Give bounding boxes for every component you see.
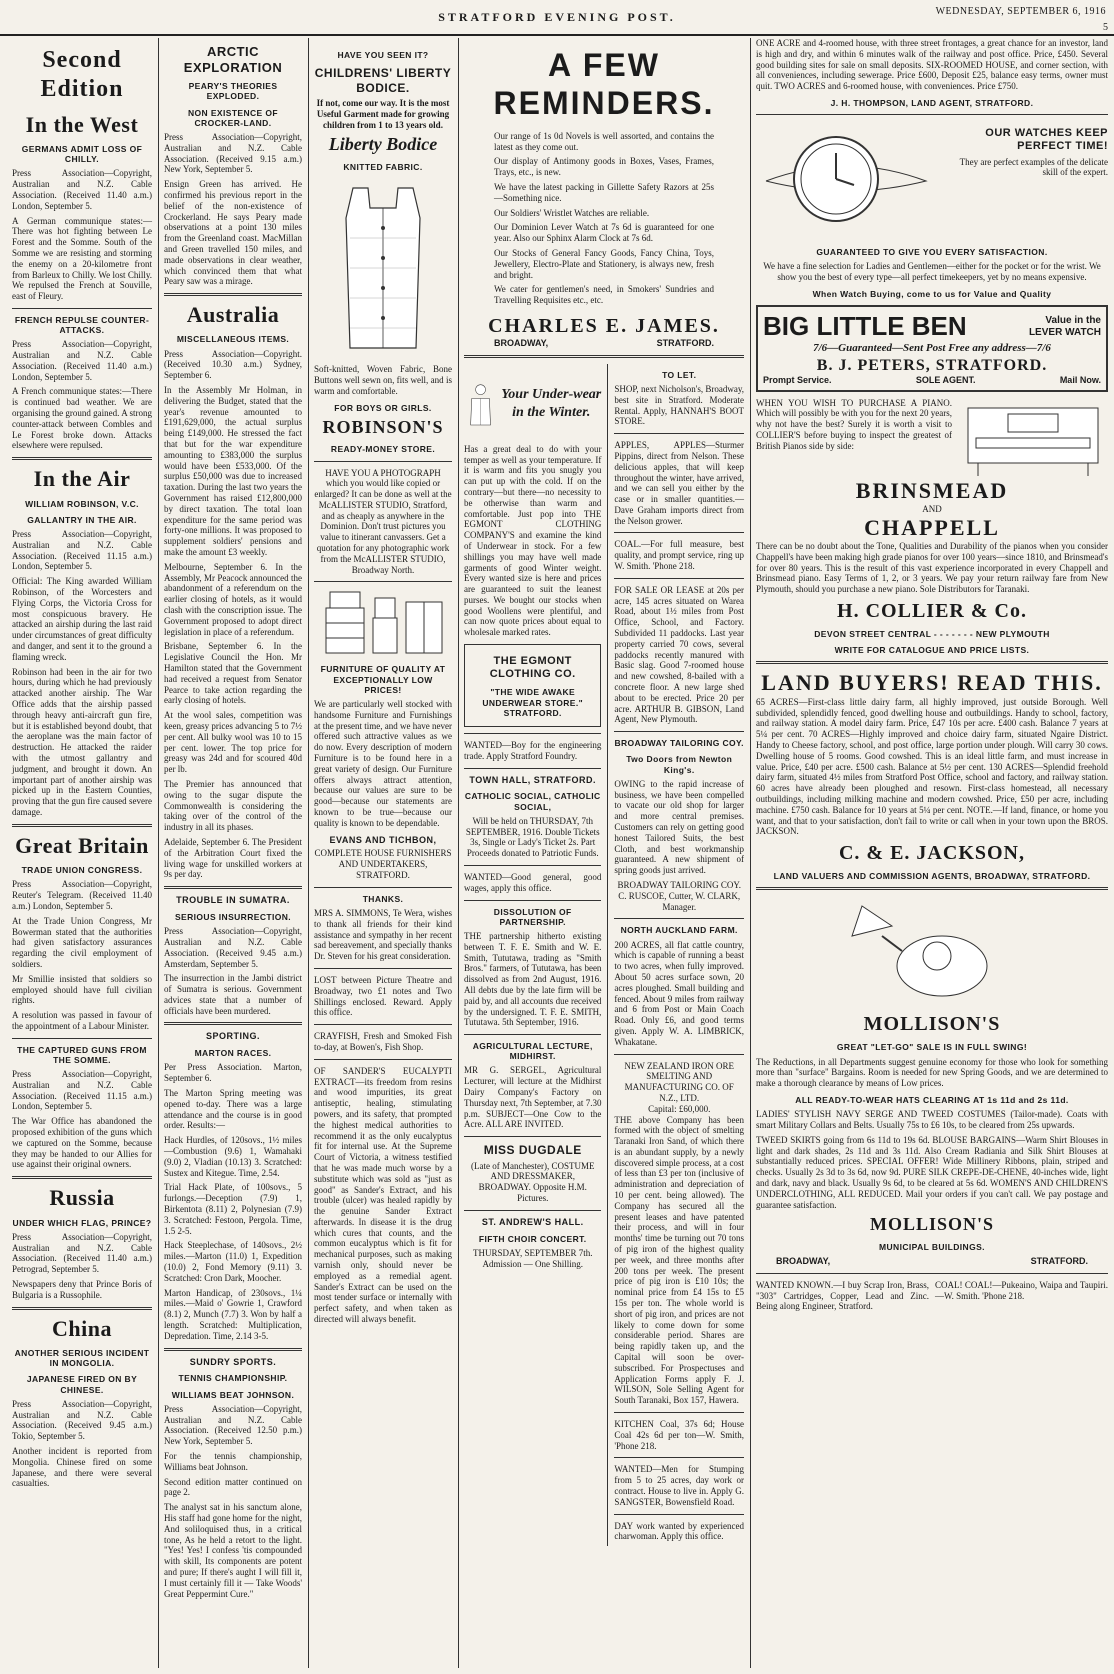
west-paragraph: A French communique states:—There is continued bad weather. We are organising the ground gained. A strong counter-attack between Combles and Le Forest broke down. Attacks elsewhere were repulsed. xyxy=(12,386,152,451)
sumatra-paragraph: Press Association—Copyright, Australian and N.Z. Cable Association. (Received 9.45 a.m.) Amsterdam, September 5. xyxy=(164,926,302,969)
iron-capital: Capital: £60,000. xyxy=(648,1103,711,1114)
divider xyxy=(464,865,601,866)
masthead xyxy=(0,0,1114,36)
sundry-headline-1: TENNIS CHAMPIONSHIP. xyxy=(178,1373,288,1384)
big-ben-box xyxy=(756,305,1108,391)
china-paragraph: Another incident is reported from Mongolia. Chinese fired on some Japanese, and there were several casualties. xyxy=(12,1445,152,1489)
column-news-2 xyxy=(158,38,308,1668)
underwear-paragraph: Has a great deal to do with your temper as well as your temperature. If it is warm and fits you snugly you can put up with the cold. If on the contrary—but there—no necessity to be otherwise than warm and comfortable. Just pop into THE EGMONT CLOTHING COMPANY'S and examine the kind of Underwear in stock. For a few shillings you may have well made garments of good Winter weight. Every wanted size is here and prices are guaranteed to suit the leanest purses. We bought our stocks when good Woollens were plentiful, and can now quote prices about equal to wholesale marked rates. xyxy=(464,443,602,638)
australia-paragraph: Brisbane, September 6. In the Legislative Council the Hon. Mr Hamilton stated that the Government had received a request from Senator Pearce to take action regarding the early closing of hotels. xyxy=(164,641,302,706)
robinson-sub: READY-MONEY STORE. xyxy=(330,444,436,455)
australia-paragraph: Melbourne, September 6. In the Assembly, Mr Peacock announced the abandonment of a referendum on the earlier closing of hotels, as it would clash with the conscription issue. The Government proposed to adopt direct legislation in place of a referendum. xyxy=(164,561,302,637)
reminder-item: We have the latest packing in Gillette Safety Razors at 25s —Something nice. xyxy=(494,181,714,203)
thanks-paragraph: MRS A. SIMMONS, Te Wera, wishes to thank all friends for their kind assistance and sympathy in her recent sad bereavement, and specially thanks Dr. Steven for his great consideration. xyxy=(314,907,452,962)
arctic-paragraph: Press Association—Copyright, Australian and N.Z. Cable Association. (Received 9.15 a.m.) New York, September 5. xyxy=(164,131,302,175)
mollison-left: BROADWAY, xyxy=(776,1256,831,1267)
watches-paragraph: They are perfect examples of the delicate skill of the expert. xyxy=(959,156,1108,178)
wanted-general-ad: WANTED—Good general, good wages, apply this office. xyxy=(464,871,602,893)
town-hall: TOWN HALL, STRATFORD. xyxy=(469,774,597,785)
sundry-paragraph: The analyst sat in his sanctum alone, His staff had gone home for the night, And soliloquised thus, in a critical tone, As he held a retort to the light. "Yes! Yes! I confess 'tis compounded with skill, Its components are potent and pure; If there's aught I will fill it, I must certainly fill it — Take Woods' Great Peppermint Cure." xyxy=(164,1502,302,1599)
china-title: China xyxy=(52,1315,112,1341)
australia-headline: MISCELLANEOUS ITEMS. xyxy=(176,334,290,345)
st-andrews: ST. ANDREW'S HALL. xyxy=(481,1216,584,1227)
day-work-ad: DAY work wanted by experienced charwoman. Apply this office. xyxy=(614,1520,744,1542)
west-paragraph: Press Association—Copyright, Australian and N.Z. Cable Association. (Received 11.40 a.m.) London, September 5. xyxy=(12,168,152,211)
piano-paragraph-2: There can be no doubt about the Tone, Qualities and Durability of the pianos when you consider Chappell's have been making high grade pianos for over 100 years—since 1810, and Brinsmead's for over 80 years. This is the result of this vast experience incorporated in every Chappell and Brinsmead piano. Easy Terms of 1, 2, or 3 years. We pay your return railway fare from New Plymouth, should you purchase a new piano. Sole Distributors for Taranaki. xyxy=(756,541,1108,595)
collier-sub-2: WRITE FOR CATALOGUE AND PRICE LISTS. xyxy=(834,645,1030,656)
arctic-title: ARCTIC EXPLORATION xyxy=(183,44,283,75)
divider xyxy=(756,1273,1108,1274)
wanted-men-ad: WANTED—Men for Stumping from 5 to 25 acres, day work or contract. House to live in. Apply G. SANGSTER, Bowensfield Road. xyxy=(614,1464,744,1507)
james-left: BROADWAY, xyxy=(494,337,549,348)
australia-paragraph: In the Assembly Mr Holman, in delivering the Budget, stated that the year's revenue amounted to £191,629,000, the actual surplus being £149,000. He stressed the fact that but for the war expenditure amounting to £383,000 the surplus would have been £533,000. Of the surplus £50,000 was due to increased taxation. During the last two years the Government has raised £12,800,000 by direct taxation. The total loan expenditure for the same period was forty-one millions. It was proposed to supplement soldiers' pensions and make the amount £3 weekly. xyxy=(164,385,302,558)
column-ads-2 xyxy=(458,38,750,1668)
apples-ad: APPLES, APPLES—Sturmer Pippins, direct from Nelson. These delicious apples, that will keep throughout the winter, have arrived, and we can sell you either by the case or in smaller quantities.—Dave Graham imports direct from the Nelson grower. xyxy=(614,440,744,526)
west-title: In the West xyxy=(25,111,139,137)
piano-paragraph: WHEN YOU WISH TO PURCHASE A PIANO. Which will possibly be with you for the next 20 years, why not have the best? Surely it is worth a visit to COLLIER'S before buying to inspect the greatest of British Pianos side by side: xyxy=(756,397,952,451)
divider xyxy=(614,578,744,579)
britain-paragraph: A resolution was passed in favour of the appointment of a Labour Minister. xyxy=(12,1010,152,1031)
sporting-paragraph: Hack Hurdles, of 120sovs., 1½ miles —Combustion (9.6) 1, Wamahaki (9.0) 2, Vladian (10.13) 3. Scratched: Sustex and Kitegue. Time, 2.54. xyxy=(164,1135,302,1178)
mollison-right: STRATFORD. xyxy=(1030,1256,1088,1267)
iron-paragraph: THE above Company has been formed with the object of smelting Taranaki Iron Sand, of which there is an abundant supply, by a newly discovered simple process, at a cost of less than £3 per ton (inclusive of administration and depreciation of 10 per cent. being allowed). The Company has secured all the present leases and have patented their process, and will in four months' time be turning out 70 tons of pig iron of the highest quality per week, and three months after 200 tons per week. The present price of pig iron is £10 10s; the nominal price from £4 15s to £5 15s per ton. The whole world is short of pig iron, and prices are not likely to come down for some considerable period. Shares are being rapidly taken up, and the Capital will soon be over-subscribed. For Prospectuses and Application Forms apply F. J. WILSON, Sole Selling Agent for South Taranaki, Box 157, Hawera. xyxy=(614,1114,744,1406)
mollison-name: MOLLISON'S xyxy=(863,1013,1001,1036)
west-paragraph: Press Association—Copyright, Australian and N.Z. Cable Association. (Received 11.40 a.m.) London, September 5. xyxy=(12,339,152,382)
furniture-paragraph: We are particularly well stocked with handsome Furniture and Furnishings at the present time, and we have never offered such attractive values as we do now. Every description of modern Furniture is to be found here in a great variety of design. Our Furniture offers always attract attention, because our values are sure to be good—because our statements are known to be true—because our quality is known to be dependable. xyxy=(314,699,452,828)
bodice-brand: Liberty Bodice xyxy=(328,134,438,155)
sporting-paragraph: Marton Handicap, of 230sovs., 1¼ miles.—Maid o' Gowrie 1, Crawford (8.1) 2, Munch (7.7) 3. Won by half a length. Scratched: Multiplication, Depredation. Time, 2.14 3-5. xyxy=(164,1287,302,1341)
reminder-item: Our range of 1s 0d Novels is well assorted, and contains the latest as they come out. xyxy=(494,130,714,152)
divider xyxy=(314,1059,452,1060)
air-headline-2: GALLANTRY IN THE AIR. xyxy=(27,514,137,525)
issue-date: WEDNESDAY, SEPTEMBER 6, 1916 xyxy=(935,6,1106,17)
divider xyxy=(164,1348,302,1351)
right-subcolumn xyxy=(614,364,744,1546)
divider xyxy=(614,1412,744,1413)
collier-name: H. COLLIER & Co. xyxy=(837,600,1027,623)
air-headline-1: WILLIAM ROBINSON, V.C. xyxy=(25,498,139,509)
watches-tagline: When Watch Buying, come to us for Value and Quality xyxy=(812,288,1052,299)
egmont-sub: "THE WIDE AWAKE UNDERWEAR STORE." STRATFORD. xyxy=(482,687,584,718)
sundry-paragraph: For the tennis championship, Williams beat Johnson. xyxy=(164,1450,302,1472)
divider xyxy=(614,1514,744,1515)
agri-headline: AGRICULTURAL LECTURE, MIDHIRST. xyxy=(472,1041,593,1062)
shop-ad: SHOP, next Nicholson's, Broadway, best site in Stratford. Moderate Rental. Apply, HANNAH'S BOOT STORE. xyxy=(614,383,744,427)
bodice-description: Soft-knitted, Woven Fabric, Bone Buttons well sewn on, fits well, and is warm and comfortable. xyxy=(314,364,452,396)
big-ben-brand: BIG LITTLE BEN xyxy=(763,311,967,342)
tailoring-sub: Two Doors from Newton King's. xyxy=(626,754,733,775)
west-paragraph: A German communique states:—There was hot fighting between Le Forest and the Somme. South of the Somme we are resisting and storming the enemy on a 20-kilometre front from Barleux to Chilly. We lost Chilly. We repulsed the French at Souville, east of Fleury. xyxy=(12,215,152,302)
sporting-headline: MARTON RACES. xyxy=(194,1048,272,1059)
divider xyxy=(614,1054,744,1055)
divider xyxy=(464,355,744,358)
furniture-headline: FURNITURE OF QUALITY AT EXCEPTIONALLY LOW PRICES! xyxy=(320,664,446,695)
lost-ad: LOST between Picture Theatre and Broadway, two £1 notes and Two Shillings enclosed. Reward. Apply this office. xyxy=(314,974,452,1018)
sporting-paragraph: The Marton Spring meeting was opened to-day. There was a large attendance and the course is in good order. Results:— xyxy=(164,1088,302,1131)
crayfish-ad: CRAYFISH, Fresh and Smoked Fish to-day, at Bowen's, Fish Shop. xyxy=(314,1031,452,1052)
mollison-sub: GREAT "LET-GO" SALE IS IN FULL SWING! xyxy=(836,1042,1028,1053)
britain-headline-2: THE CAPTURED GUNS FROM THE SOMME. xyxy=(17,1044,147,1065)
divider xyxy=(756,114,1108,115)
divider xyxy=(314,968,452,969)
britain-paragraph: Mr Smillie insisted that soldiers so employed should have full civilian rights. xyxy=(12,973,152,1006)
agri-paragraph: MR G. SERGEL, Agricultural Lecturer, will lecture at the Midhirst Dairy Company's Factory on Thursday next, 7th September, at 7.30 p.m. SUBJECT—One Cow to the Acre. ALL ARE INVITED. xyxy=(464,1065,602,1130)
farm-paragraph: 200 ACRES, all flat cattle country, which is capable of running a beast to two acres, when fully improved. About 50 acres surface sown, 20 acres ploughed. Small building and fenced. About 9 miles from railway and 6 from Post or Main Coach Road. Only £6, and good terms given. Apply W. A. LIMBRICK, Whakatane. xyxy=(614,939,744,1047)
peters-row xyxy=(763,375,1101,386)
britain-title: Great Britain xyxy=(15,832,149,858)
for-sale-ad: FOR SALE OR LEASE at 20s per acre, 145 acres situated on Warea Road, about 1½ miles from Post Office, School, and Factory. Subdivided 11 paddocks. Last year property carried 70 cows, several paddocks recently manured with Basic slag. Good 7-roomed house and new cowshed, 8-bailed with a concrete floor. A new large shed about to be erected. Price 20 per acre. ARTHUR B. GIBSON, Land Agent, New Plymouth. xyxy=(614,584,744,725)
divider xyxy=(464,1034,601,1035)
china-paragraph: Press Association—Copyright, Australian and N.Z. Cable Association. (Received 9.45 a.m.) Tokio, September 5. xyxy=(12,1398,152,1442)
divider xyxy=(12,308,152,309)
big-ben-sub: 7/6—Guaranteed—Sent Post Free any address—7/6 xyxy=(813,342,1051,355)
bodice-illustration xyxy=(328,178,438,358)
reminder-item: Our Soldiers' Wristlet Watches are reliable. xyxy=(494,207,650,218)
subcolumn-rule xyxy=(607,364,608,1546)
divider xyxy=(614,532,744,533)
mollison-name-2: MOLLISON'S xyxy=(869,1214,995,1235)
air-paragraph: Press Association—Copyright, Australian and N.Z. Cable Association. (Received 11.15 a.m.) London, September 5. xyxy=(12,529,152,572)
divider xyxy=(464,900,601,901)
james-name: CHARLES E. JAMES. xyxy=(488,314,720,337)
divider xyxy=(756,661,1108,664)
reminder-item: We cater for gentlemen's need, in Smokers' Sundries and Travelling Requisites etc., etc. xyxy=(494,284,714,306)
air-paragraph: Official: The King awarded William Robinson, of the Worcesters and Flying Corps, the Victoria Cross for most conspicuous bravery. He attacked an airship during the last raid under circumstances of great difficulty and danger, and sent it to the ground a flaming wreck. xyxy=(12,576,152,662)
britain-paragraph: Press Association—Copyright, Australian and N.Z. Cable Association. (Received 11.15 a.m.) London, September 5. xyxy=(12,1069,152,1112)
evans-sub: COMPLETE HOUSE FURNISHERS AND UNDERTAKERS, STRATFORD. xyxy=(314,848,452,880)
divider xyxy=(314,887,452,888)
divider xyxy=(12,1176,152,1179)
peters-middle: SOLE AGENT. xyxy=(915,374,976,385)
sporting-paragraph: Per Press Association. Marton, September 6. xyxy=(164,1062,302,1084)
bodice-text: If not, come our way. It is the most Useful Garment made for growing children from 1 to 13 years old. xyxy=(316,97,450,130)
mollison-address xyxy=(756,1256,1108,1267)
divider xyxy=(614,731,744,732)
australia-paragraph: Adelaide, September 6. The President of the Arbitration Court fixed the living wage for unskilled workers at 9s per day. xyxy=(164,836,302,880)
brinsmead: BRINSMEAD xyxy=(855,477,1009,503)
britain-headline-1: TRADE UNION CONGRESS. xyxy=(21,865,143,876)
eucalypti-ad: OF SANDER'S EUCALYPTI EXTRACT—its freedom from resins and wood impurities, its great antiseptic, healing, stimulating powers, and its safety, that prompted the highest medical authorities to recommend it as the only eucalyptus fit for internal use. At the Supreme Court of Victoria, a witness testified that he was made much worse by a substitute which was sold as "just as good" as Sander's Extract, and his trouble (ulcer) was healed rapidly by the genuine Sander Extract afterwards. In disease it is the drug which cures that counts, and the common eucalyptus which is fit for mechanical purposes, such as making varnish only, should never be employed as a remedial agent. Sander's Extract can be used on the most tender surface or internally with perfect safety, and when taken as directed will always benefit. xyxy=(314,1065,452,1325)
arctic-headline-2: NON EXISTENCE OF CROCKER-LAND. xyxy=(188,107,278,128)
divider xyxy=(756,887,1108,890)
second-edition-heading: Second Edition xyxy=(40,47,124,102)
coal-ad-2: COAL! COAL!—Pukeaino, Waipa and Taupiri.—W. Smith. 'Phone 218. xyxy=(935,1279,1108,1301)
dugdale-name: MISS DUGDALE xyxy=(483,1143,582,1158)
divider xyxy=(614,918,744,919)
seen-heading: HAVE YOU SEEN IT? xyxy=(337,50,429,60)
land-headline: LAND BUYERS! READ THIS. xyxy=(761,670,1103,696)
dissolution-paragraph: THE partnership hitherto existing between T. F. E. Smith and W. E. Smith, Tututawa, trading as "Smith Bros." farmers, of Tututawa, has been dissolved as from 2nd August, 1916. All debts due by the late firm will be paid by, and all accounts due received by the undersigned. T. F. E. SMITH, Tututawa. 5th September, 1916. xyxy=(464,930,602,1028)
sundry-paragraph: Second edition matter continued on page 2. xyxy=(164,1476,302,1498)
britain-paragraph: At the Trade Union Congress, Mr Bowerman stated that the authorities had given satisfactory assurances regarding the civil employment of soldiers. xyxy=(12,915,152,969)
column-news-1 xyxy=(6,38,158,1668)
evans-tichbon: EVANS AND TICHBON, xyxy=(329,834,437,845)
divider xyxy=(12,1038,152,1039)
divider xyxy=(314,461,452,462)
james-right: STRATFORD. xyxy=(656,337,714,348)
peters-name: B. J. PETERS, STRATFORD. xyxy=(816,356,1048,374)
watches-headline: OUR WATCHES KEEP PERFECT TIME! xyxy=(985,127,1108,153)
divider xyxy=(314,1024,452,1025)
dugdale-sub: (Late of Manchester), COSTUME AND DRESSMAKER, BROADWAY. Opposite H.M. Pictures. xyxy=(470,1160,595,1204)
china-headline-2: JAPANESE FIRED ON BY CHINESE. xyxy=(26,1374,138,1395)
wanted-boy-ad: WANTED—Boy for the engineering trade. Apply Stratford Foundry. xyxy=(464,740,602,761)
man-illustration xyxy=(464,364,497,444)
west-headline-1: GERMANS ADMIT LOSS OF CHILLY. xyxy=(21,143,143,165)
arctic-paragraph: Ensign Green has arrived. He confirmed his previous report in the belief of the non-existence of Crockerland. He says Peary made observations at a point 130 miles from the Greenland coast. MacMillan and Green travelled 150 miles, and made observations in clear weather, which convinced them that what Peary saw was a mirage. xyxy=(164,179,302,287)
sumatra-headline: SERIOUS INSURRECTION. xyxy=(174,911,292,922)
newspaper-title: STRATFORD EVENING POST. xyxy=(438,10,676,24)
mollison-paragraph: The Reductions, in all Departments suggest genuine economy for those who look for something more than "surface" Bargains. Room is needed for new Spring Goods, and we are determined to make a thorough clearance by means of Low prices. xyxy=(756,1056,1108,1089)
bodice-title: CHILDRENS' LIBERTY BODICE. xyxy=(314,66,452,95)
thompson-name: J. H. THOMPSON, LAND AGENT, STRATFORD. xyxy=(830,97,1034,108)
big-ben-side: Value in the LEVER WATCH xyxy=(1028,314,1101,338)
sumatra-paragraph: The insurrection in the Jambi district of Sumatra is serious. Government advices state that a number of officials have been murdered. xyxy=(164,973,302,1016)
robinson-name: ROBINSON'S xyxy=(322,416,444,437)
social-paragraph: Will be held on THURSDAY, 7th SEPTEMBER, 1916. Double Tickets 3s, Single or Lady's Ticket 2s. Part Proceeds donated to Patriotic Funds. xyxy=(465,815,600,859)
tailoring-signature: BROADWAY TAILORING COY. C. RUSCOE, Cutter, W. CLARK, Manager. xyxy=(617,879,741,912)
air-paragraph: Robinson had been in the air for two hours, during which he had previously attacked another airship. The War Office adds that the airship passed through heavy anti-aircraft gun fire, but it is established beyond doubt, that the aeroplane was the main factor of destruction. He attacked the raider with the utmost gallantry and judgment, and brought it down. An important part of another airship was picked up in the Eastern Counties, proving that the gun fire caused severe damage. xyxy=(12,666,152,817)
australia-paragraph: At the wool sales, competition was keen, greasy prices advancing 5 to 7½ per cent. All bulky wool was 10 to 15 per cent. lower. The top price for greasy was 24d and for scoured 40d per lb. xyxy=(164,710,302,775)
divider xyxy=(614,1457,744,1458)
russia-paragraph: Newspapers deny that Prince Boris of Bulgaria is a Russophile. xyxy=(12,1279,152,1300)
air-title: In the Air xyxy=(33,466,131,492)
underwear-title: Your Under-wear in the Winter. xyxy=(501,386,602,420)
sporting-paragraph: Trial Hack Plate, of 100sovs., 5 furlongs.—Deception (7.9) 1, Birkentota (8.11) 2, Polynesian (7.9) 3. Scratched: Festoon, Pergola. Time, 1.5 2-5. xyxy=(164,1182,302,1236)
fifth-paragraph: THURSDAY, SEPTEMBER 7th. Admission — One Shilling. xyxy=(472,1247,593,1269)
thanks-heading: THANKS. xyxy=(362,893,404,904)
divider xyxy=(464,733,601,734)
russia-title: Russia xyxy=(49,1185,115,1211)
iron-headline: NEW ZEALAND IRON ORE SMELTING AND MANUFACTURING CO. OF N.Z., LTD. xyxy=(624,1060,734,1103)
russia-paragraph: Press Association—Copyright, Australian and N.Z. Cable Association. (Received 11.40 a.m.) Petrograd, September 5. xyxy=(12,1231,152,1275)
column-ads-3 xyxy=(750,38,1114,1668)
west-headline-2: FRENCH REPULSE COUNTER-ATTACKS. xyxy=(14,314,150,336)
divider xyxy=(12,1307,152,1310)
china-headline-1: ANOTHER SERIOUS INCIDENT IN MONGOLIA. xyxy=(14,1347,150,1369)
james-address xyxy=(464,338,744,349)
divider xyxy=(12,824,152,827)
kitchen-coal-ad: KITCHEN Coal, 37s 6d; House Coal 42s 6d per ton—W. Smith, 'Phone 218. xyxy=(614,1419,744,1451)
britain-paragraph: The War Office has abandoned the proposed exhibition of the guns which we captured on the Somme, because they may be handed to our Allies for use against their original owners. xyxy=(12,1116,152,1170)
britain-paragraph: Press Association—Copyright, Reuter's Telegram. (Received 11.40 a.m.) London, September 5. xyxy=(12,879,152,911)
divider xyxy=(614,433,744,434)
sundry-headline-2: WILLIAMS BEAT JOHNSON. xyxy=(171,1389,295,1400)
piano-illustration xyxy=(958,398,1108,478)
tweed-paragraph: TWEED SKIRTS going from 6s 11d to 19s 6d. BLOUSE BARGAINS—Warm Shirt Blouses in light and dark shades, 2s 11d and 3s 11d. Also Cream Radiania and Silk Shirt Blouses at substantially reduced prices. SPECIAL OFFER! Wide Millinery Ribbons, plain, striped and checks. Usually 2s 3d to 3s 6d, now 9d. PURE SILK CREPE-DE-CHENE, 40-inches wide, light and dark, navy and black. Usually 9s 6d, to be cleared at 5s 6d. WOMEN'S AND CHILDREN'S UNDERCLOTHING, ALL REDUCED. Mail your orders if you can't call. We pay postage and guarantee satisfaction. xyxy=(756,1134,1108,1210)
furniture-illustration xyxy=(318,588,448,658)
sundry-title: SUNDRY SPORTS. xyxy=(189,1356,277,1367)
divider xyxy=(314,581,452,582)
ladies-paragraph: LADIES' STYLISH NAVY SERGE AND TWEED COSTUMES (Tailor-made). Coats with smart Military Collars and Belts. Usually 75s to £6 10s, to be cleared from 25s upwards. xyxy=(756,1109,1108,1130)
and-text: AND xyxy=(922,503,942,514)
guarantee: GUARANTEED TO GIVE YOU EVERY SATISFACTION. xyxy=(816,247,1048,258)
divider xyxy=(464,768,601,769)
fifth-concert: FIFTH CHOIR CONCERT. xyxy=(478,1233,587,1244)
peters-right: Mail Now. xyxy=(1059,374,1101,385)
russia-headline: UNDER WHICH FLAG, PRINCE? xyxy=(12,1217,152,1228)
hats-headline: ALL READY-TO-WEAR HATS CLEARING AT 1s 11d and 2s 11d. xyxy=(795,1094,1069,1105)
egmont-box xyxy=(464,644,601,727)
australia-paragraph: Press Association—Copyright. (Received 10.30 a.m.) Sydney, September 6. xyxy=(164,348,302,381)
watch-illustration xyxy=(756,121,936,241)
tailoring-headline: BROADWAY TAILORING COY. xyxy=(614,738,744,749)
wanted-known-ad: WANTED KNOWN.—I buy Scrap Iron, Brass, "303" Cartridges, Copper, Lead and Zinc. Being along Engineer, Stratford. xyxy=(756,1279,929,1312)
sporting-title: SPORTING. xyxy=(205,1031,260,1042)
thompson-paragraph: ONE ACRE and 4-roomed house, with three street frontages, a great chance for an investor, land is high and dry, and within 6 minutes walk of the railway and post office. Price, £450. Several good building sites for sale on small deposits. SIX-ROOMED HOUSE, and corner section, with all conveniences, including sewerage. Price £600, Deposit £25, balance easy terms, owner must quit. TWO ACRES and 6-roomed house, with conveniences. Price £750. xyxy=(756,38,1108,92)
collier-sub: DEVON STREET CENTRAL - - - - - - - NEW PLYMOUTH xyxy=(814,629,1050,640)
photo-ad: HAVE YOU A PHOTOGRAPH which you would like copied or enlarged? It can be done as well at the McALLISTER STUDIO, Stratford, and as cheaply as anywhere in the Dominion. Don't trust pictures you value to itinerant canvassers. Get a quotation for any photographic work from the McALLISTER STUDIO, Broadway North. xyxy=(314,467,452,575)
sporting-paragraph: Hack Steeplechase, of 140sovs., 2½ miles.—Marton (11.0) 1, Expedition (10.0) 2, Fond Memory (9.11) 3. Scratched: Cron Dark, Moocher. xyxy=(164,1240,302,1283)
jackson-name: C. & E. JACKSON, xyxy=(838,842,1025,865)
divider xyxy=(164,886,302,889)
to-let: TO LET. xyxy=(662,369,697,380)
page-number: 5 xyxy=(1103,22,1108,33)
dissolution-headline: DISSOLUTION OF PARTNERSHIP. xyxy=(493,906,572,927)
farm-headline: NORTH AUCKLAND FARM. xyxy=(620,925,738,936)
mollison-illustration xyxy=(822,896,1042,1006)
chappell: CHAPPELL xyxy=(864,514,1000,540)
reminder-item: Our Dominion Lever Watch at 7s 6d is guaranteed for one year. Also our Sphinx Alarm Clock at 7s 6d. xyxy=(494,222,714,244)
sumatra-title: TROUBLE IN SUMATRA. xyxy=(176,895,290,906)
sundry-paragraph: Press Association—Copyright, Australian and N.Z. Cable Association. (Received 12.50 p.m.) New York, September 5. xyxy=(164,1403,302,1447)
australia-title: Australia xyxy=(186,302,280,328)
land-paragraph: 65 ACRES—First-class little dairy farm, all highly improved, just outside Borough. Well subdivided, splendidly fenced, good dwelling house and outbuildings. Handy to school, factory, and railway station. A model dairy farm. Price, £47 10s per acre. £400 cash. Balance 7 years at 5¼ per cent. 70 ACRES—Highly improved and choice dairy farm, situated Ngaire District. Handy to Cheese factory, school, and post office, large portion under plough. Will carry 30 cows. Dwelling house of 5 rooms. Good cowshed. This is an ideal little farm, and must increase in value. Price, £40 per acre. £500 cash. Balance at 5½ per cent. 130 ACRES—Splendid freehold dairy farm, situated 4½ miles from Stratford Post Office, school and factory, and railway station. 60 acres have already been ploughed and resown. First-class homestead, all necessary outbuildings, including milking machine and modern cowshed. Price, £50 per acre, including machine. £750 cash. Balance for 10 years at 5¼ per cent. NOTE.—If land, finance, or home you want, and that to your satisfaction, don't fail to write or call when in your town upon the BROS. JACKSON. xyxy=(756,696,1108,837)
coal-ad: COAL.—For full measure, best quality, and prompt service, ring up W. Smith. 'Phone 218. xyxy=(614,539,744,572)
jackson-sub: LAND VALUERS AND COMMISSION AGENTS, BROADWAY, STRATFORD. xyxy=(773,871,1091,882)
divider xyxy=(464,1210,601,1211)
mollison-sub-2: MUNICIPAL BUILDINGS. xyxy=(879,1241,985,1252)
egmont-name: THE EGMONT CLOTHING CO. xyxy=(489,655,576,681)
reminder-item: Our display of Antimony goods in Boxes, Vases, Frames, Trays, etc., is new. xyxy=(494,156,714,178)
boys-girls: FOR BOYS OR GIRLS. xyxy=(334,402,432,413)
divider xyxy=(164,1022,302,1025)
reminder-item: Our Stocks of General Fancy Goods, Fancy China, Toys, Jewellery, Electro-Plate and Stationery, is always new, fresh and bright. xyxy=(494,247,714,280)
tailoring-paragraph: OWING to the rapid increase of business, we have been compelled to vacate our old shop for larger and more central premises. Customers can rely on getting good honest Tailored Suits, the best Cloth, and best workmanship guaranteed. A new shipment of spring goods just arrived. xyxy=(614,778,744,876)
arctic-headline-1: PEARY'S THEORIES EXPLODED. xyxy=(188,81,278,102)
australia-paragraph: The Premier has announced that owing to the sugar dispute the Commonwealth is considering the taking over of the control of the industry in all its phases. xyxy=(164,778,302,833)
divider xyxy=(12,457,152,460)
column-ads-1 xyxy=(308,38,458,1668)
social-headline: CATHOLIC SOCIAL, CATHOLIC SOCIAL, xyxy=(464,791,601,812)
bodice-sub: KNITTED FABRIC. xyxy=(343,161,423,172)
peters-left: Prompt Service. xyxy=(763,374,832,385)
reminders-title: A FEW REMINDERS. xyxy=(493,47,715,122)
divider xyxy=(164,293,302,296)
left-subcolumn xyxy=(464,364,601,1546)
watches-paragraph-2: We have a fine selection for Ladies and Gentlemen—either for the pocket or for the wrist. We show you the best of every type—all perfect timekeepers, yet by no means expensive. xyxy=(763,261,1101,283)
divider xyxy=(464,1136,601,1137)
